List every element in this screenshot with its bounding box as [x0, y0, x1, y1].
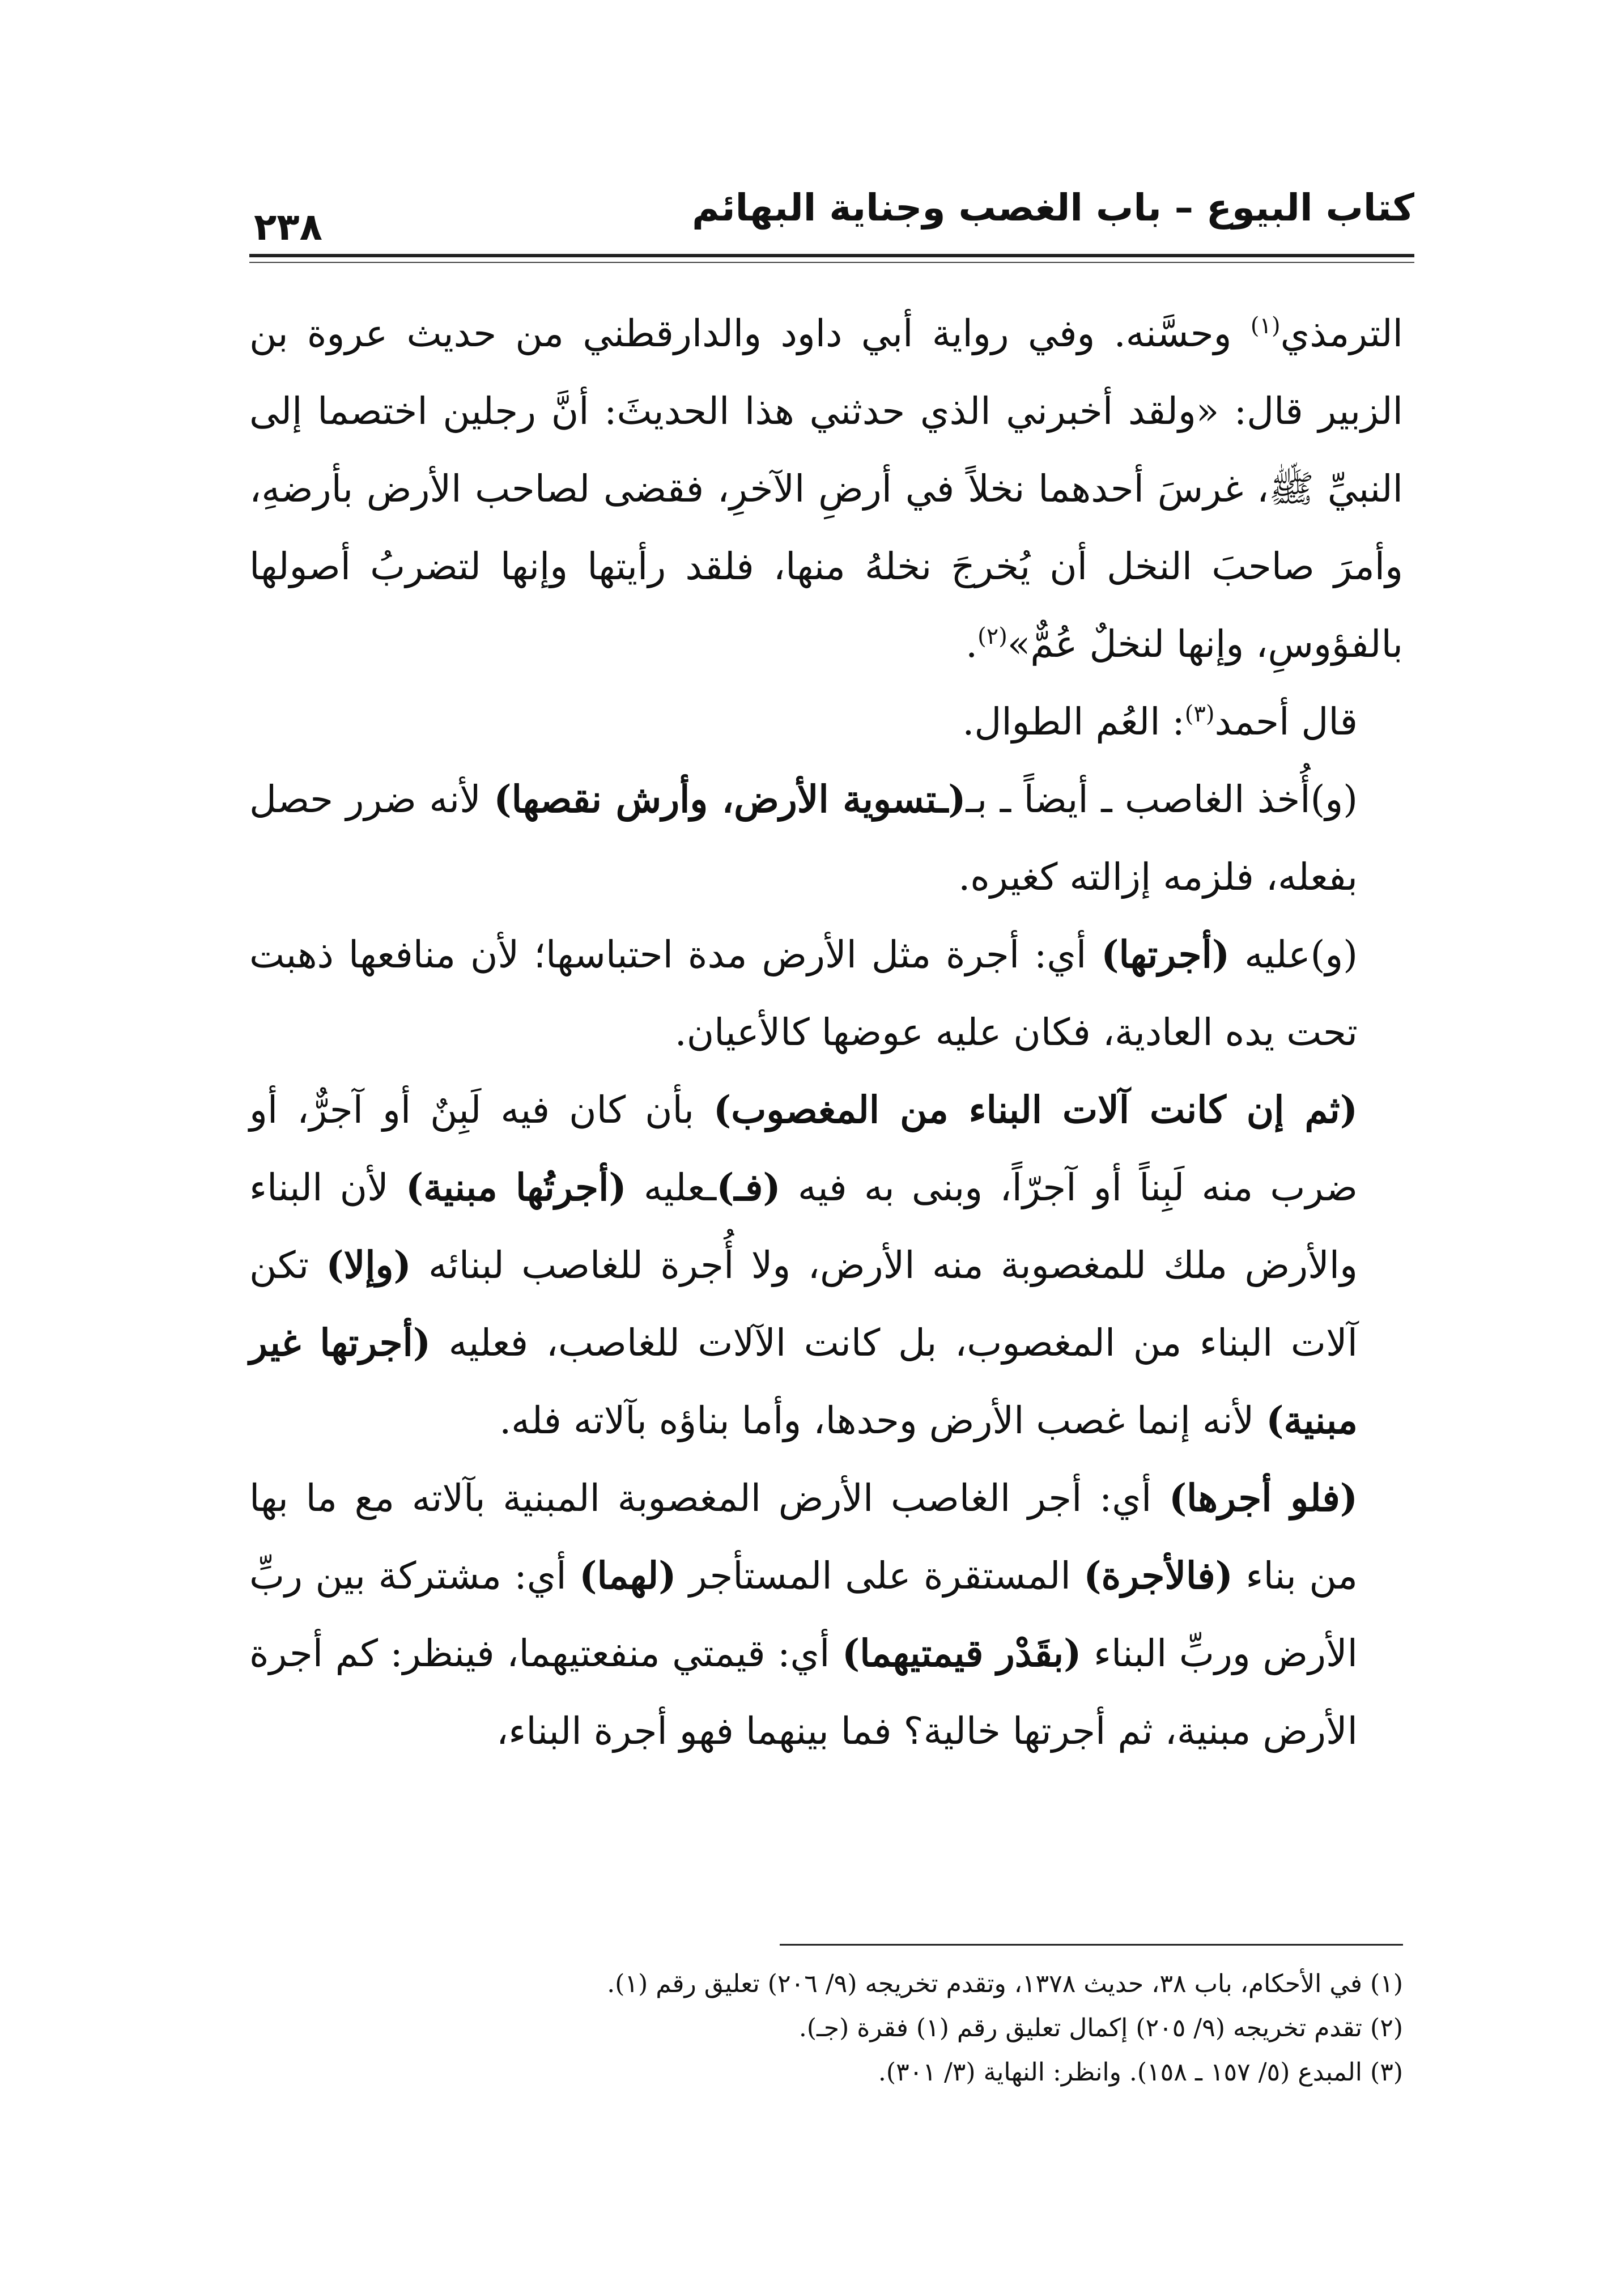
- footnote-marker: (٢): [977, 623, 1007, 649]
- page-header: [249, 181, 1414, 255]
- paragraph: [249, 761, 1403, 916]
- commentary-text: أي: مشتركة بين ربِّ الأرض وربِّ البناء: [249, 1554, 1358, 1675]
- commentary-text: أي: أجرة مثل الأرض مدة احتباسها؛ لأن منافعها ذهبت تحت يده العادية، فكان عليه عوضها كالأعيان.: [249, 933, 1358, 1054]
- matn-lemma: (فلو أجرها): [1168, 1476, 1358, 1520]
- page-number: ٢٣٨: [254, 205, 322, 249]
- footnote: (١) في الأحكام، باب ٣٨، حديث ١٣٧٨، وتقدم تخريجه (٩/ ٢٠٦) تعليق رقم (١).: [607, 1969, 1403, 1998]
- main-text: [249, 295, 1403, 1770]
- matn-lemma: (لهما): [579, 1553, 677, 1598]
- commentary-text: (و)عليه: [1230, 933, 1358, 976]
- footnote: (٣) المبدع (٥/ ١٥٧ ـ ١٥٨). وانظر: النهاية (٣/ ٣٠١).: [878, 2058, 1403, 2087]
- running-title: كتاب البيوع – باب الغصب وجناية البهائم: [692, 186, 1414, 230]
- header-rule: [249, 254, 1414, 257]
- matn-lemma: (فـ): [716, 1165, 781, 1209]
- matn-lemma: (ـتسوية الأرض، وأرش نقصها): [494, 777, 966, 821]
- commentary-text: قال أحمد: [1214, 700, 1358, 744]
- commentary-text: لأنه ضرر حصل بفعله، فلزمه إزالته كغيره.: [249, 778, 1358, 899]
- paragraph: [249, 295, 1403, 683]
- commentary-text: .: [966, 622, 978, 666]
- paragraph: [249, 683, 1403, 761]
- commentary-text: المستقرة على المستأجر: [676, 1554, 1084, 1598]
- commentary-text: أي: أجر الغاصب الأرض المغصوبة المبنية بآلاته مع ما بها من بناء: [249, 1476, 1358, 1598]
- commentary-text: الترمذي: [1280, 312, 1403, 355]
- commentary-text: أي: قيمتي منفعتيهما، فينظر: كم أجرة الأرض مبنية، ثم أجرتها خالية؟ فما بينهما فهو أجرة البناء،: [249, 1632, 1358, 1753]
- commentary-text: تكن آلات البناء من المغصوب، بل كانت الآلات للغاصب، فعليه: [249, 1243, 1358, 1365]
- matn-lemma: (بقَدْر قيمتيهما): [842, 1631, 1082, 1675]
- matn-lemma: (أجرتها غير مبنية): [249, 1320, 1358, 1442]
- matn-lemma: (أجرتُها مبنية): [406, 1165, 627, 1209]
- commentary-text: (و): [1310, 778, 1358, 821]
- footnote-marker: (٣): [1184, 701, 1215, 727]
- commentary-text: ـعليه: [626, 1166, 717, 1209]
- commentary-text: وحسَّنه. وفي رواية أبي داود والدارقطني من حديث عروة بن الزبير قال: «ولقد أخبرني الذي حدثني هذا الحديثَ: أنَّ رجلين اختصما إلى النبيِّ ﷺ، غرسَ أحدهما نخلاً في أرضِ الآخرِ، فقضى لصاحب الأرض بأرضهِ، وأمرَ صاحبَ النخل أن يُخرجَ نخلهُ منها، فلقد رأيتها وإنها لتضربُ أصولها بالفؤوسِ، وإنها لنخلٌ عُمٌّ»: [249, 312, 1404, 666]
- matn-lemma: (فالأجرة): [1083, 1553, 1233, 1598]
- paragraph: [249, 916, 1403, 1071]
- paragraph: [249, 1071, 1403, 1459]
- paragraph: [249, 1459, 1403, 1770]
- commentary-text: : العُم الطوال.: [962, 700, 1185, 744]
- header-rule-thin: [249, 262, 1414, 263]
- footnotes: [249, 1962, 1403, 2095]
- matn-lemma: (وإلا): [326, 1243, 411, 1287]
- commentary-text: بأن كان فيه لَبِنٌ أو آجرٌّ، أو ضرب منه لَبِناً أو آجرّاً، وبنى به فيه: [249, 1088, 1358, 1209]
- footnote-marker: (١): [1250, 313, 1281, 339]
- commentary-text: لأن البناء والأرض ملك للمغصوبة منه الأرض، ولا أُجرة للغاصب لبنائه: [249, 1166, 1358, 1287]
- footnote: (٢) تقدم تخريجه (٩/ ٢٠٥) إكمال تعليق رقم (١) فقرة (جـ).: [798, 2014, 1403, 2043]
- commentary-text: لأنه إنما غصب الأرض وحدها، وأما بناؤه بآلاته فله.: [499, 1399, 1266, 1442]
- matn-lemma: (أجرتها): [1101, 932, 1230, 976]
- commentary-text: أُخذ الغاصب ـ أيضاً ـ بـ: [966, 778, 1311, 821]
- matn-lemma: (ثم إن كانت آلات البناء من المغصوب): [713, 1088, 1358, 1132]
- footnote-separator: [780, 1944, 1403, 1946]
